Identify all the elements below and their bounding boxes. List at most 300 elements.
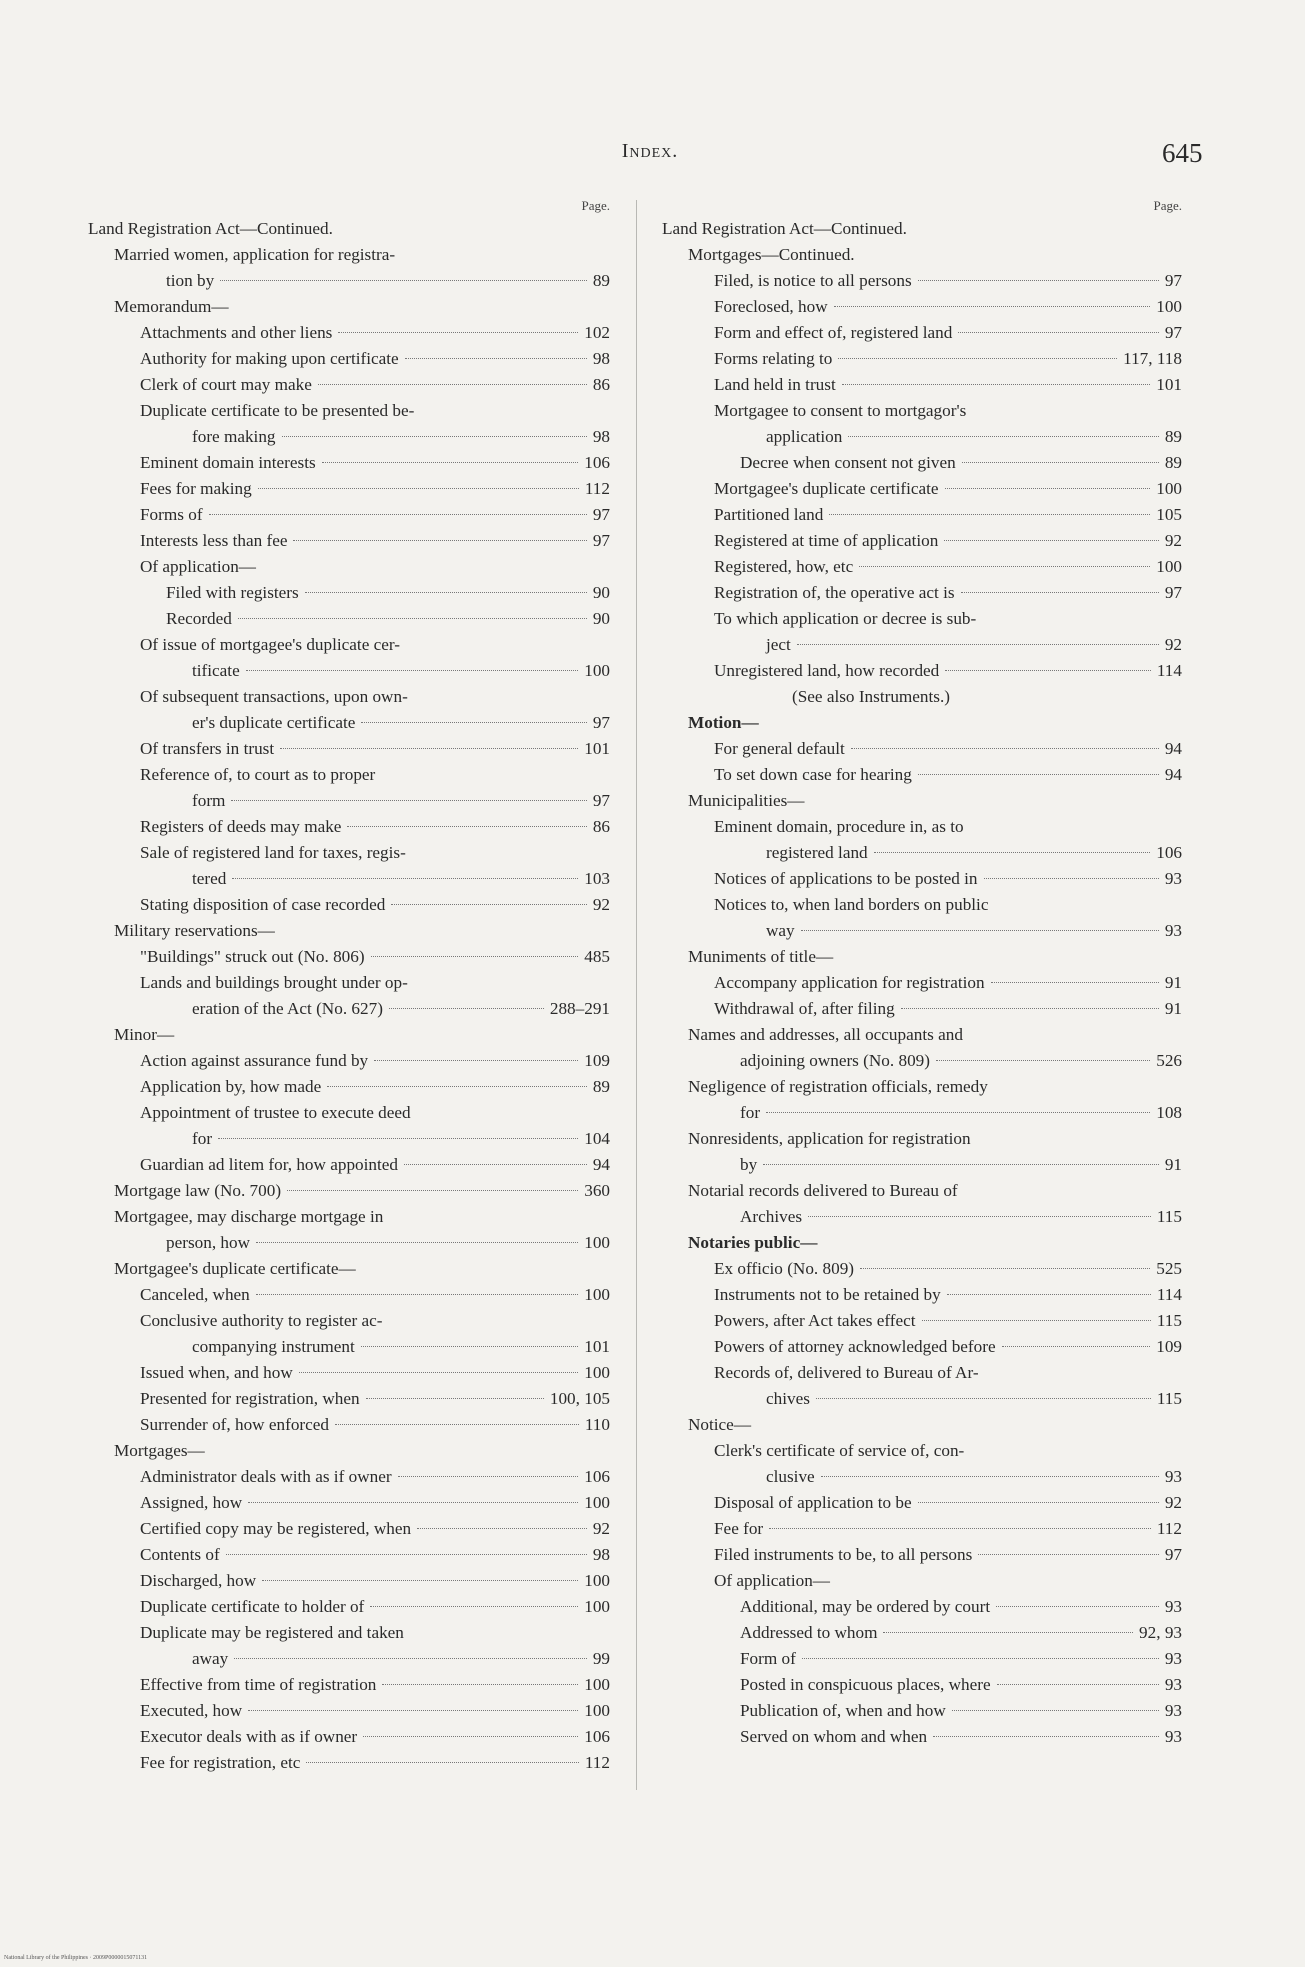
page-reference: 101: [1156, 375, 1182, 394]
entry-text: Registered at time of application: [714, 531, 939, 550]
dot-leader: [801, 930, 1159, 931]
page-reference: 106: [584, 1727, 610, 1746]
entry-text: For general default: [714, 739, 845, 758]
index-entry: [662, 1204, 1182, 1230]
index-entry: [88, 450, 610, 476]
page-reference: 92: [1164, 531, 1182, 550]
entry-text: fore making: [192, 427, 276, 446]
page-reference: 98: [592, 1545, 610, 1564]
entry-text: form: [192, 791, 226, 810]
dot-leader: [322, 462, 579, 463]
entry-text: Accompany application for registration: [714, 973, 985, 992]
entry-text: Administrator deals with as if owner: [140, 1467, 392, 1486]
page-reference: 100: [584, 1285, 610, 1304]
column-page-label: Page.: [581, 198, 610, 213]
dot-leader: [978, 1554, 1159, 1555]
index-entry-text: Of application—: [714, 1571, 830, 1590]
entry-text: Authority for making upon certificate: [140, 349, 399, 368]
entry-text: chives: [766, 1389, 810, 1408]
dot-leader: [391, 904, 586, 905]
index-heading: Notaries public—: [688, 1233, 818, 1252]
page-reference: 100: [1156, 479, 1182, 498]
dot-leader: [258, 488, 579, 489]
page-reference: 93: [1164, 1727, 1182, 1746]
index-heading: Mortgages—: [114, 1441, 205, 1460]
page-reference: 106: [584, 1467, 610, 1486]
page-reference: 100: [584, 1493, 610, 1512]
index-entry: [662, 632, 1182, 658]
index-entry: [662, 424, 1182, 450]
dot-leader: [859, 566, 1150, 567]
index-entry-text: Clerk's certificate of service of, con-: [714, 1441, 965, 1460]
index-entry: [88, 1386, 610, 1412]
index-entry: [88, 1048, 610, 1074]
page-reference: 100: [584, 1571, 610, 1590]
entry-text: Foreclosed, how: [714, 297, 828, 316]
entry-text: Certified copy may be registered, when: [140, 1519, 412, 1538]
index-heading: Motion—: [688, 713, 759, 732]
dot-leader: [848, 436, 1158, 437]
entry-text: Decree when consent not given: [740, 453, 956, 472]
entry-text: adjoining owners (No. 809): [740, 1051, 930, 1070]
page-reference: 103: [584, 869, 610, 888]
entry-text: "Buildings" struck out (No. 806): [140, 947, 365, 966]
entry-text: Attachments and other liens: [140, 323, 333, 342]
page-reference: 89: [1164, 427, 1182, 446]
entry-text: Filed with registers: [166, 583, 299, 602]
dot-leader: [366, 1398, 544, 1399]
entry-text: Fees for making: [140, 479, 252, 498]
index-entry: [662, 1698, 1182, 1724]
dot-leader: [363, 1736, 578, 1737]
index-entry: [662, 1490, 1182, 1516]
page-reference: 97: [1164, 1545, 1182, 1564]
page-reference: 92: [592, 895, 610, 914]
dot-leader: [232, 878, 578, 879]
entry-text: Application by, how made: [140, 1077, 322, 1096]
entry-text: Registered, how, etc: [714, 557, 854, 576]
index-heading: Muniments of title—: [688, 947, 834, 966]
dot-leader: [996, 1606, 1159, 1607]
page-reference: 97: [592, 531, 610, 550]
dot-leader: [404, 1164, 587, 1165]
index-entry-text: Conclusive authority to register ac-: [140, 1311, 383, 1330]
index-entry: [88, 346, 610, 372]
page-reference: 100: [584, 1597, 610, 1616]
page-reference: 92: [1164, 1493, 1182, 1512]
index-entry: [662, 580, 1182, 606]
entry-text: Clerk of court may make: [140, 375, 312, 394]
index-entry: [88, 1412, 610, 1438]
page-reference: 86: [592, 817, 610, 836]
dot-leader: [382, 1684, 578, 1685]
dot-leader: [962, 462, 1159, 463]
dot-leader: [918, 280, 1159, 281]
entry-text: Effective from time of registration: [140, 1675, 377, 1694]
dot-leader: [248, 1710, 578, 1711]
page-reference: 110: [584, 1415, 610, 1434]
page-reference: 97: [592, 505, 610, 524]
index-entry-text: Of subsequent transactions, upon own-: [140, 687, 408, 706]
dot-leader: [958, 332, 1159, 333]
page-reference: 288–291: [549, 999, 610, 1018]
page-number: 645: [1162, 138, 1203, 168]
index-column-right: [662, 196, 1182, 1750]
index-entry-text: To which application or decree is sub-: [714, 609, 977, 628]
entry-text: To set down case for hearing: [714, 765, 912, 784]
page-reference: 101: [584, 739, 610, 758]
index-entry: [662, 1256, 1182, 1282]
page-reference: 91: [1164, 973, 1182, 992]
index-entry: [662, 1048, 1182, 1074]
entry-text: Partitioned land: [714, 505, 824, 524]
entry-text: Unregistered land, how recorded: [714, 661, 940, 680]
index-entry: [662, 866, 1182, 892]
page-reference: 106: [584, 453, 610, 472]
dot-leader: [918, 1502, 1159, 1503]
dot-leader: [374, 1060, 578, 1061]
index-entry: [662, 840, 1182, 866]
entry-text: Issued when, and how: [140, 1363, 293, 1382]
page-reference: 109: [584, 1051, 610, 1070]
index-entry: [662, 1542, 1182, 1568]
dot-leader: [361, 722, 586, 723]
index-heading: Memorandum—: [114, 297, 229, 316]
dot-leader: [361, 1346, 578, 1347]
page-reference: 360: [584, 1181, 610, 1200]
index-entry: [88, 996, 610, 1022]
page-reference: 100: [584, 1675, 610, 1694]
entry-text: Recorded: [166, 609, 232, 628]
entry-text: Eminent domain interests: [140, 453, 316, 472]
index-entry-text: Nonresidents, application for registration: [688, 1129, 971, 1148]
entry-text: registered land: [766, 843, 868, 862]
page-reference: 89: [592, 1077, 610, 1096]
index-entry: [662, 1646, 1182, 1672]
dot-leader: [389, 1008, 544, 1009]
dot-leader: [944, 540, 1158, 541]
dot-leader: [922, 1320, 1151, 1321]
dot-leader: [299, 1372, 578, 1373]
index-entry: [662, 736, 1182, 762]
page-reference: 90: [592, 583, 610, 602]
entry-text: Land held in trust: [714, 375, 836, 394]
entry-text: Additional, may be ordered by court: [740, 1597, 991, 1616]
page-reference: 92: [1164, 635, 1182, 654]
entry-text: for: [192, 1129, 213, 1148]
index-entry: [88, 1594, 610, 1620]
dot-leader: [808, 1216, 1151, 1217]
entry-text: Forms relating to: [714, 349, 833, 368]
dot-leader: [282, 436, 587, 437]
page-reference: 93: [1164, 1649, 1182, 1668]
index-entry-text: Reference of, to court as to proper: [140, 765, 376, 784]
page-reference: 89: [592, 271, 610, 290]
index-entry: [662, 762, 1182, 788]
page-reference: 100: [584, 1233, 610, 1252]
entry-text: Surrender of, how enforced: [140, 1415, 329, 1434]
page-reference: 91: [1164, 999, 1182, 1018]
entry-text: Fee for: [714, 1519, 764, 1538]
page-reference: 100: [584, 1363, 610, 1382]
dot-leader: [883, 1632, 1133, 1633]
dot-leader: [220, 280, 587, 281]
dot-leader: [802, 1658, 1159, 1659]
dot-leader: [860, 1268, 1150, 1269]
dot-leader: [335, 1424, 579, 1425]
entry-text: Filed, is notice to all persons: [714, 271, 912, 290]
entry-text: Interests less than fee: [140, 531, 288, 550]
dot-leader: [209, 514, 587, 515]
dot-leader: [997, 1684, 1159, 1685]
entry-text: Publication of, when and how: [740, 1701, 946, 1720]
dot-leader: [851, 748, 1159, 749]
index-entry: [88, 1672, 610, 1698]
dot-leader: [248, 1502, 578, 1503]
entry-text: for: [740, 1103, 761, 1122]
index-entry: [88, 658, 610, 684]
index-entry: [88, 1152, 610, 1178]
index-entry: [88, 1360, 610, 1386]
index-entry: [662, 1620, 1182, 1646]
entry-text: Fee for registration, etc: [140, 1753, 301, 1772]
page-reference: 94: [1164, 739, 1182, 758]
dot-leader: [262, 1580, 578, 1581]
dot-leader: [842, 384, 1150, 385]
index-entry-text: Names and addresses, all occupants and: [688, 1025, 963, 1044]
index-heading: Notice—: [688, 1415, 752, 1434]
index-entry: [662, 372, 1182, 398]
index-entry-text: Mortgagee, may discharge mortgage in: [114, 1207, 384, 1226]
index-entry: [662, 1464, 1182, 1490]
index-heading: Military reservations—: [114, 921, 275, 940]
index-entry: [662, 1386, 1182, 1412]
index-entry: [662, 970, 1182, 996]
index-column-left: [88, 196, 610, 1776]
see-also-note: (See also Instruments.): [792, 687, 950, 706]
page-reference: 97: [592, 791, 610, 810]
entry-text: Executed, how: [140, 1701, 243, 1720]
page-reference: 114: [1156, 661, 1182, 680]
entry-text: Registration of, the operative act is: [714, 583, 955, 602]
index-entry-text: Notarial records delivered to Bureau of: [688, 1181, 958, 1200]
index-entry: [662, 294, 1182, 320]
page-reference: 86: [592, 375, 610, 394]
page-reference: 100, 105: [549, 1389, 610, 1408]
page-reference: 93: [1164, 1675, 1182, 1694]
page-reference: 99: [592, 1649, 610, 1668]
index-heading: Land Registration Act—Continued.: [662, 219, 907, 238]
dot-leader: [961, 592, 1159, 593]
page-reference: 100: [584, 1701, 610, 1720]
index-entry: [662, 996, 1182, 1022]
index-entry: [662, 476, 1182, 502]
page-reference: 93: [1164, 1597, 1182, 1616]
index-entry-text: Appointment of trustee to execute deed: [140, 1103, 411, 1122]
page-reference: 115: [1156, 1207, 1182, 1226]
index-entry: [88, 710, 610, 736]
index-heading: Municipalities—: [688, 791, 805, 810]
page-reference: 104: [584, 1129, 610, 1148]
index-entry: [88, 814, 610, 840]
dot-leader: [238, 618, 587, 619]
index-entry: [662, 320, 1182, 346]
page-reference: 97: [1164, 271, 1182, 290]
column-divider: [636, 200, 637, 1790]
index-entry-text: Records of, delivered to Bureau of Ar-: [714, 1363, 979, 1382]
index-entry: [88, 1516, 610, 1542]
dot-leader: [371, 956, 579, 957]
entry-text: Archives: [740, 1207, 803, 1226]
index-entry-text: Duplicate certificate to be presented be-: [140, 401, 415, 420]
index-entry: [88, 1464, 610, 1490]
column-page-label: Page.: [1153, 198, 1182, 213]
page-reference: 105: [1156, 505, 1182, 524]
entry-text: Executor deals with as if owner: [140, 1727, 358, 1746]
index-entry: [88, 1724, 610, 1750]
index-entry: [662, 346, 1182, 372]
entry-text: application: [766, 427, 843, 446]
entry-text: by: [740, 1155, 758, 1174]
entry-text: Posted in conspicuous places, where: [740, 1675, 991, 1694]
index-entry: [662, 1594, 1182, 1620]
index-entry: [662, 268, 1182, 294]
index-entry: [88, 424, 610, 450]
page-reference: 108: [1156, 1103, 1182, 1122]
entry-text: Filed instruments to be, to all persons: [714, 1545, 973, 1564]
entry-text: Mortgage law (No. 700): [114, 1181, 282, 1200]
index-entry: [662, 1724, 1182, 1750]
index-entry: [662, 502, 1182, 528]
entry-text: Assigned, how: [140, 1493, 243, 1512]
entry-text: ject: [766, 635, 791, 654]
dot-leader: [936, 1060, 1150, 1061]
dot-leader: [766, 1112, 1150, 1113]
page-reference: 112: [1156, 1519, 1182, 1538]
dot-leader: [821, 1476, 1159, 1477]
index-entry: [88, 476, 610, 502]
running-title: Index.: [621, 140, 679, 162]
entry-text: Powers, after Act takes effect: [714, 1311, 916, 1330]
entry-text: tered: [192, 869, 227, 888]
page-reference: 114: [1156, 1285, 1182, 1304]
index-entry: [88, 1126, 610, 1152]
index-entry: [88, 1334, 610, 1360]
entry-text: eration of the Act (No. 627): [192, 999, 383, 1018]
dot-leader: [945, 670, 1151, 671]
index-entry-text: Of issue of mortgagee's duplicate cer-: [140, 635, 400, 654]
page-reference: 97: [1164, 323, 1182, 342]
index-entry: [662, 1308, 1182, 1334]
index-entry: [662, 1100, 1182, 1126]
entry-text: way: [766, 921, 795, 940]
index-heading: Minor—: [114, 1025, 175, 1044]
index-entry-text: Sale of registered land for taxes, regis-: [140, 843, 406, 862]
page-reference: 102: [584, 323, 610, 342]
dot-leader: [834, 306, 1151, 307]
dot-leader: [287, 1190, 578, 1191]
index-entry: [88, 1230, 610, 1256]
index-entry: [88, 866, 610, 892]
index-entry: [662, 1334, 1182, 1360]
index-entry: [88, 1490, 610, 1516]
dot-leader: [918, 774, 1159, 775]
entry-text: tion by: [166, 271, 215, 290]
page-reference: 94: [1164, 765, 1182, 784]
page-reference: 115: [1156, 1389, 1182, 1408]
page-reference: 115: [1156, 1311, 1182, 1330]
index-entry: [88, 892, 610, 918]
page-reference: 101: [584, 1337, 610, 1356]
page-reference: 485: [584, 947, 610, 966]
entry-text: Forms of: [140, 505, 203, 524]
entry-text: clusive: [766, 1467, 815, 1486]
dot-leader: [398, 1476, 579, 1477]
dot-leader: [234, 1658, 587, 1659]
page-reference: 100: [1156, 557, 1182, 576]
dot-leader: [347, 826, 586, 827]
dot-leader: [370, 1606, 578, 1607]
dot-leader: [945, 488, 1151, 489]
page-reference: 89: [1164, 453, 1182, 472]
page-reference: 92, 93: [1139, 1623, 1182, 1642]
page-reference: 109: [1156, 1337, 1182, 1356]
index-entry-text: Mortgagee to consent to mortgagor's: [714, 401, 967, 420]
dot-leader: [256, 1242, 578, 1243]
page-reference: 98: [592, 427, 610, 446]
dot-leader: [327, 1086, 587, 1087]
index-entry-text: Of application—: [140, 557, 256, 576]
index-entry-text: Duplicate may be registered and taken: [140, 1623, 404, 1642]
entry-text: Presented for registration, when: [140, 1389, 360, 1408]
index-entry: [88, 1282, 610, 1308]
page-reference: 112: [584, 479, 610, 498]
dot-leader: [280, 748, 578, 749]
entry-text: Mortgagee's duplicate certificate: [714, 479, 939, 498]
index-entry: [88, 1542, 610, 1568]
page-reference: 98: [592, 349, 610, 368]
entry-text: Canceled, when: [140, 1285, 250, 1304]
entry-text: Disposal of application to be: [714, 1493, 912, 1512]
entry-text: Of transfers in trust: [140, 739, 275, 758]
page-reference: 526: [1156, 1051, 1182, 1070]
page-reference: 97: [592, 713, 610, 732]
index-entry: [88, 372, 610, 398]
index-entry: [88, 736, 610, 762]
page-reference: 117, 118: [1123, 349, 1182, 368]
index-entry: [88, 1646, 610, 1672]
scan-credit: National Library of the Philippines · 2009P0000015071131: [4, 1955, 148, 1961]
entry-text: Action against assurance fund by: [140, 1051, 369, 1070]
dot-leader: [829, 514, 1150, 515]
index-entry: [88, 1568, 610, 1594]
entry-text: Instruments not to be retained by: [714, 1285, 941, 1304]
dot-leader: [838, 358, 1117, 359]
entry-text: Ex officio (No. 809): [714, 1259, 855, 1278]
index-entry: [88, 1178, 610, 1204]
page-reference: 100: [584, 661, 610, 680]
index-entry: [662, 918, 1182, 944]
dot-leader: [226, 1554, 587, 1555]
page-reference: 93: [1164, 869, 1182, 888]
index-entry-text: Notices to, when land borders on public: [714, 895, 989, 914]
dot-leader: [293, 540, 586, 541]
dot-leader: [306, 1762, 578, 1763]
index-entry-text: Married women, application for registra-: [114, 245, 396, 264]
index-entry: [662, 554, 1182, 580]
entry-text: Contents of: [140, 1545, 220, 1564]
dot-leader: [218, 1138, 578, 1139]
